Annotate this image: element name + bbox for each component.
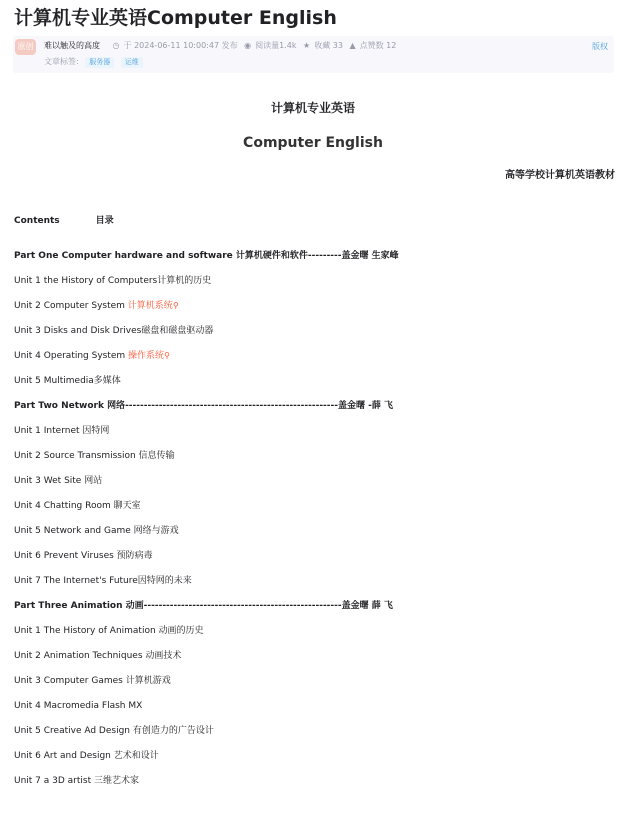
toc-item-text: Unit 2 Computer System [14,301,128,311]
article-meta-bar [13,36,614,73]
operating-system-link[interactable]: 操作系统 [128,351,165,361]
like-count[interactable]: 点赞数 12 [359,41,397,50]
tag-server[interactable]: 服务器 [85,57,114,68]
tag-ops[interactable]: 运维 [121,57,143,68]
copyright-link[interactable]: 版权 [592,42,608,51]
publish-date: 于 2024-06-11 10:00:47 发布 [123,41,238,50]
toc-item: Unit 4 Macromedia Flash MX [14,701,143,711]
eye-icon: ◉ [244,41,252,50]
toc-item: Unit 5 Multimedia多媒体 [14,376,121,386]
toc-item: Unit 7 The Internet's Future因特网的未来 [14,576,192,586]
toc-item: Unit 3 Disks and Disk Drives磁盘和磁盘驱动器 [14,326,214,336]
search-icon[interactable]: ⚲ [172,301,179,310]
textbook-subtitle: 高等学校计算机英语教材 [505,170,615,181]
toc-item: Unit 5 Network and Game 网络与游戏 [14,526,179,536]
clock-icon: ◷ [112,41,120,50]
toc-item [14,299,179,313]
original-badge: 原创 [15,39,36,55]
heading-chinese: 计算机专业英语 [270,101,355,115]
meta-info-row [44,40,400,52]
author-link[interactable]: 难以触及的高度 [44,41,100,50]
toc-item: Unit 2 Animation Techniques 动画技术 [14,651,182,661]
toc-part-one: Part One Computer hardware and software 计算机硬件和软件---------盖金曙 生家峰 [14,251,399,261]
toc-item: Unit 6 Art and Design 艺术和设计 [14,751,159,761]
favorite-count[interactable]: 收藏 33 [314,41,343,50]
thumb-up-icon[interactable]: ▲ [349,41,356,50]
tags-row [44,56,143,68]
contents-heading [14,214,114,228]
toc-item: Unit 5 Creative Ad Design 有创造力的广告设计 [14,726,214,736]
contents-label: Contents [14,216,60,226]
article-title: 计算机专业英语Computer English [14,7,337,29]
search-icon[interactable]: ⚲ [164,351,170,360]
toc-item: Unit 1 the History of Computers计算机的历史 [14,276,212,286]
computer-system-link[interactable]: 计算机系统 [127,301,173,311]
toc-item: Unit 4 Chatting Room 聊天室 [14,501,141,511]
toc-item: Unit 2 Source Transmission 信息传输 [14,451,175,461]
toc-item [14,349,170,363]
toc-item: Unit 3 Computer Games 计算机游戏 [14,676,171,686]
toc-item-text: Unit 4 Operating System [14,351,129,361]
heading-english: Computer English [243,135,383,151]
tags-label: 文章标签: [44,57,79,66]
toc-item: Unit 1 Internet 因特网 [14,426,110,436]
toc-part-two: Part Two Network 网络---------------------------------------------------------盖金曙 -薛 飞 [14,401,393,411]
toc-item: Unit 3 Wet Site 网站 [14,476,103,486]
toc-item: Unit 1 The History of Animation 动画的历史 [14,626,204,636]
toc-item: Unit 7 a 3D artist 三维艺术家 [14,776,139,786]
contents-chinese-label: 目录 [95,216,114,226]
read-count: 阅读量1.4k [255,41,297,50]
toc-part-three: Part Three Animation 动画-----------------------------------------------------盖金曙 薛 飞 [14,601,393,611]
star-icon[interactable]: ★ [303,41,311,50]
toc-item: Unit 6 Prevent Viruses 预防病毒 [14,551,153,561]
